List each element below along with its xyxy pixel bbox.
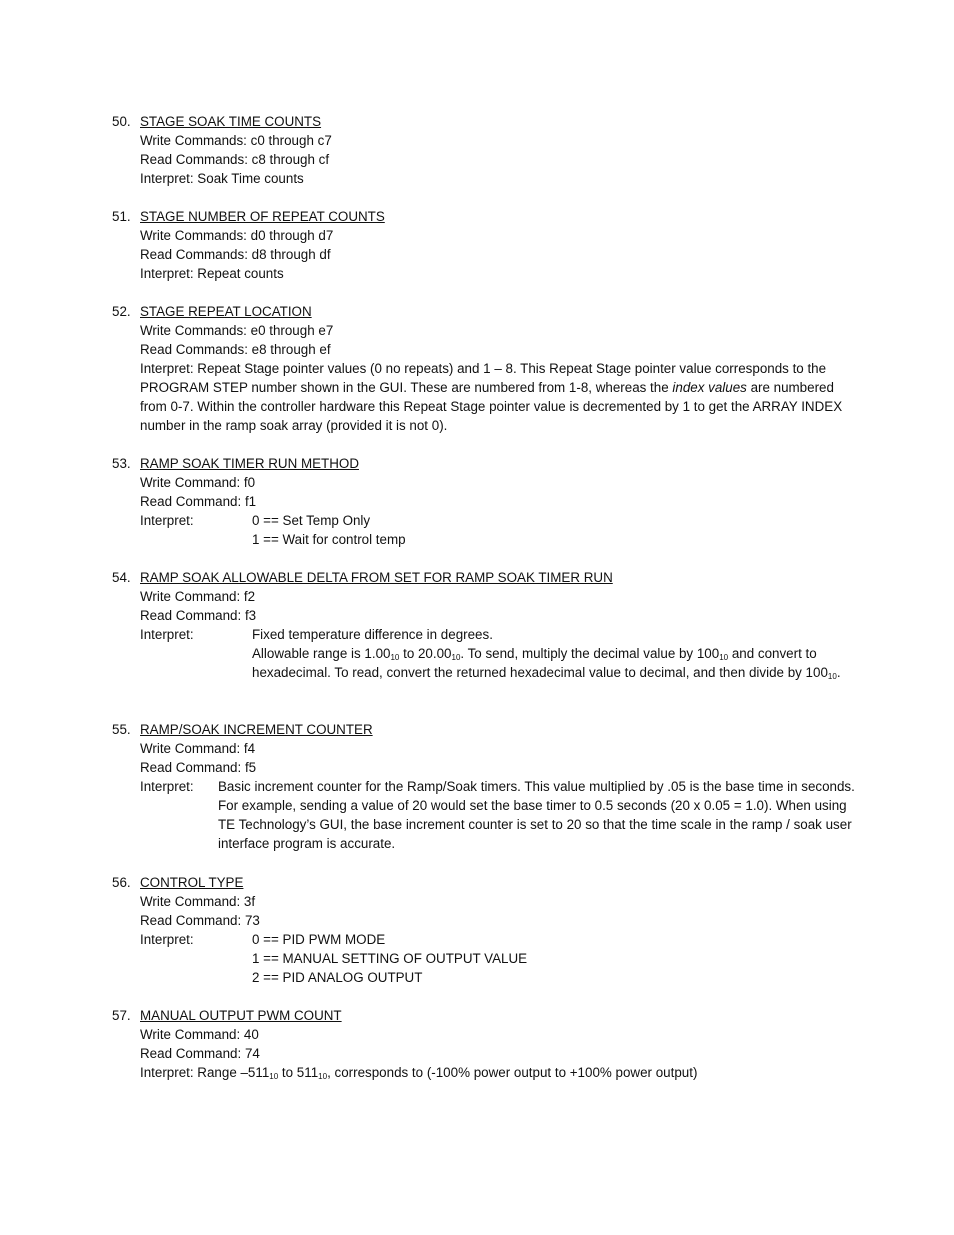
section-52 <box>112 302 872 435</box>
read-commands: Read Commands: e8 through ef <box>140 342 331 357</box>
option-1: 1 == MANUAL SETTING OF OUTPUT VALUE <box>252 951 528 966</box>
item-title: STAGE NUMBER OF REPEAT COUNTS <box>140 209 385 224</box>
section-55 <box>112 720 872 853</box>
option-2: 2 == PID ANALOG OUTPUT <box>252 970 423 985</box>
read-commands: Read Commands: c8 through cf <box>140 152 330 167</box>
interpret-text: Interpret: Repeat counts <box>140 266 284 281</box>
interpret-text: Interpret: Soak Time counts <box>140 171 304 186</box>
item-number: 52. <box>112 304 131 319</box>
section-56 <box>112 873 872 987</box>
write-command: Write Command: f4 <box>140 741 256 756</box>
item-title: STAGE REPEAT LOCATION <box>140 304 312 319</box>
interpret-text: Interpret: Range $-511_{10}$ to $511_{10}$, corresponds to (-100% power output to +100% power output) <box>140 1065 698 1081</box>
interpret-row <box>140 930 872 949</box>
item-title: RAMP/SOAK INCREMENT COUNTER <box>140 722 373 737</box>
option-1: 1 == Wait for control temp <box>252 532 406 547</box>
interpret-row <box>140 625 872 644</box>
item-title: RAMP SOAK TIMER RUN METHOD <box>140 456 359 471</box>
read-commands: Read Commands: d8 through df <box>140 247 331 262</box>
item-number: 57. <box>112 1008 131 1023</box>
interpret-line-1: Fixed temperature difference in degrees. <box>252 627 493 642</box>
read-command: Read Command: f1 <box>140 494 257 509</box>
section-51 <box>112 207 872 283</box>
write-command: Write Command: 40 <box>140 1027 259 1042</box>
index-values-emphasis: index values <box>672 380 747 395</box>
interpret-row <box>140 511 872 530</box>
section-57 <box>112 1006 872 1082</box>
write-commands: Write Commands: e0 through e7 <box>140 323 334 338</box>
read-command: Read Command: f3 <box>140 608 257 623</box>
interpret-label: Interpret: <box>140 627 194 642</box>
option-0: 0 == Set Temp Only <box>252 513 371 528</box>
section-54 <box>112 568 872 682</box>
interpret-label: Interpret: <box>140 779 194 794</box>
item-number: 56. <box>112 875 131 890</box>
section-50 <box>112 112 872 188</box>
item-number: 54. <box>112 570 131 585</box>
interpret-label: Interpret: <box>140 932 194 947</box>
item-title: STAGE SOAK TIME COUNTS <box>140 114 322 129</box>
item-title: RAMP SOAK ALLOWABLE DELTA FROM SET FOR RAMP SOAK TIMER RUN <box>140 570 613 585</box>
item-number: 55. <box>112 722 131 737</box>
item-number: 50. <box>112 114 131 129</box>
write-command: Write Command: f0 <box>140 475 256 490</box>
interpret-paragraph: Interpret: Repeat Stage pointer values (0 no repeats) and 1 – 8. This Repeat Stage pointer value corresponds to the PROGRAM STEP number shown in the GUI. These are numbered from 1-8, whereas the index values are numbered from 0-7. Within the controller hardware this Repeat Stage pointer value is decremented by 1 to get the ARRAY INDEX number in the ramp soak array (provided it is not 0). <box>140 361 843 433</box>
read-command: Read Command: f5 <box>140 760 257 775</box>
interpret-label: Interpret: <box>140 513 194 528</box>
read-command: Read Command: 74 <box>140 1046 260 1061</box>
write-command: Write Command: 3f <box>140 894 256 909</box>
interpret-row <box>140 777 872 853</box>
section-53 <box>112 454 872 549</box>
item-number: 53. <box>112 456 131 471</box>
item-number: 51. <box>112 209 131 224</box>
read-command: Read Command: 73 <box>140 913 260 928</box>
item-title: MANUAL OUTPUT PWM COUNT <box>140 1008 342 1023</box>
allowable-range-paragraph: Allowable range is $1.00_{10}$ to $20.00_{10}$. To send, multiply the decimal value by $100_{10}$ and convert to hexadecimal. To read, convert the returned hexadecimal value to decimal, and then divide by $100_{10}$. <box>252 646 841 681</box>
item-title: CONTROL TYPE <box>140 875 244 890</box>
write-commands: Write Commands: d0 through d7 <box>140 228 334 243</box>
option-0: 0 == PID PWM MODE <box>252 932 386 947</box>
interpret-body: Basic increment counter for the Ramp/Soak timers. This value multiplied by .05 is the base time in seconds. For example, sending a value of 20 would set the base timer to 0.5 seconds (20 x 0.05 = 1.0). When using TE Technology’s GUI, the base increment counter is set to 20 so that the time scale in the ramp / soak user interface program is accurate. <box>218 779 855 851</box>
write-command: Write Command: f2 <box>140 589 256 604</box>
write-commands: Write Commands: c0 through c7 <box>140 133 332 148</box>
